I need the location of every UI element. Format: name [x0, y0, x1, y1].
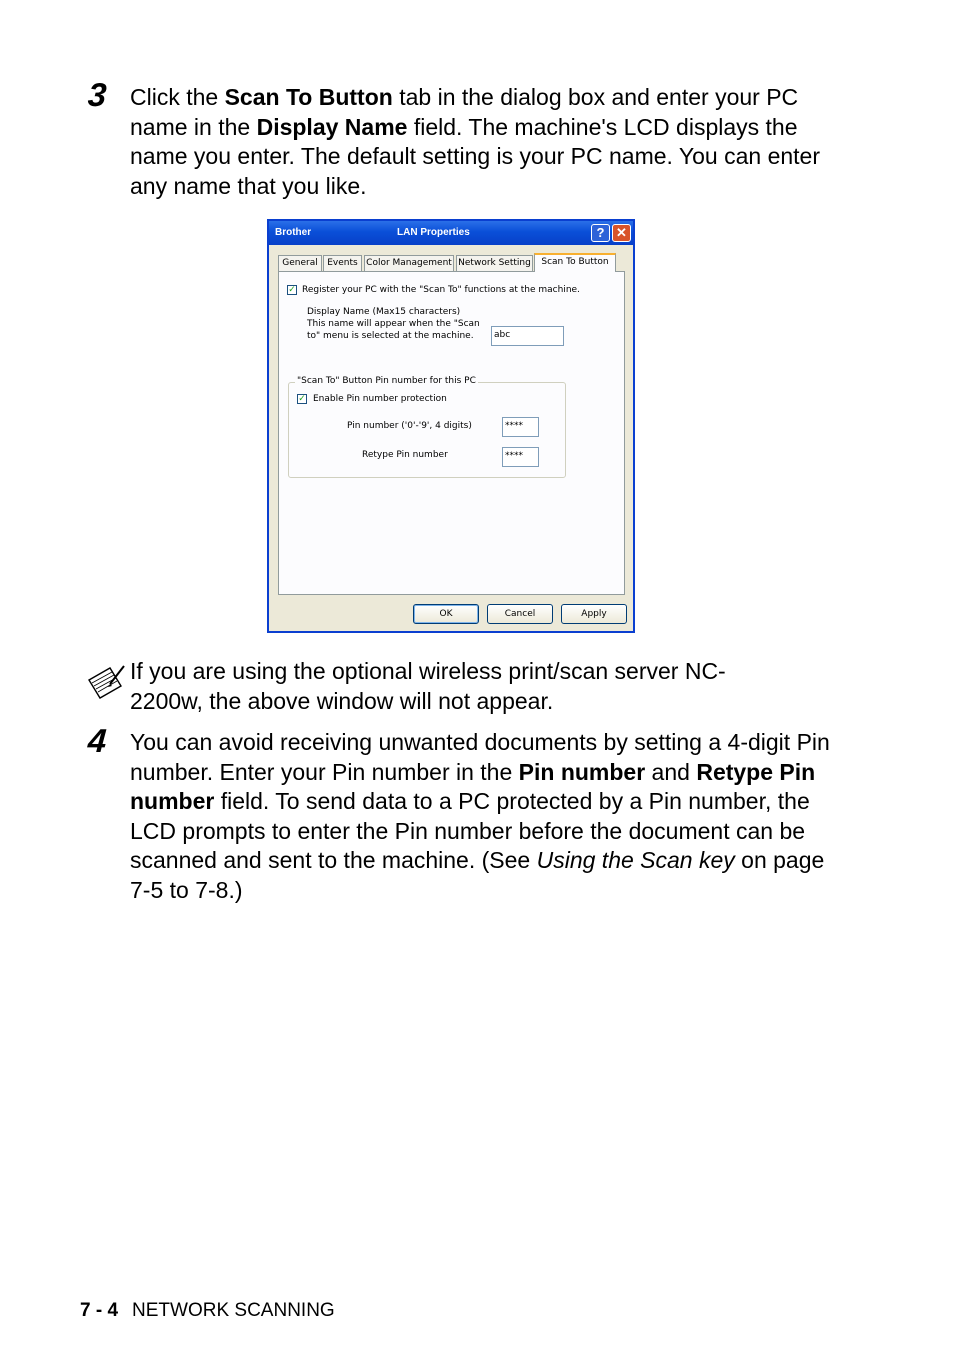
text-run: Click the	[130, 84, 225, 110]
tab-color-management[interactable]: Color Management	[364, 255, 454, 271]
text-run: You can avoid receiving unwanted documents by setting a 4-digit Pin number. Enter your Pin number in the	[130, 729, 830, 785]
page-footer	[80, 1300, 335, 1322]
enable-pin-checkbox[interactable]: ✓	[298, 394, 306, 404]
apply-button[interactable]: Apply	[561, 604, 627, 624]
display-name-label: Display Name (Max15 characters)	[307, 307, 461, 317]
note-icon	[86, 664, 126, 704]
section-title: NETWORK SCANNING	[132, 1300, 335, 1321]
step-number: 3	[86, 76, 108, 113]
bold-term: Display Name	[256, 113, 408, 140]
display-name-help: This name will appear when the "Scan	[307, 319, 480, 329]
step-number: 4	[86, 722, 108, 759]
pin-number-label: Pin number ('0'-'9', 4 digits)	[347, 421, 472, 431]
lan-properties-dialog	[267, 219, 635, 633]
italic-reference: Using the Scan key	[536, 847, 735, 874]
ok-button[interactable]: OK	[413, 604, 479, 624]
dialog-title-brand: Brother	[275, 227, 312, 238]
step-3-text	[130, 83, 830, 201]
tab-events[interactable]: Events	[323, 255, 362, 271]
text-run: field. The machine's LCD displays the name you enter. The default setting is your PC name. You can enter any name that you like.	[130, 113, 821, 199]
step-4-text	[130, 728, 830, 906]
bold-term: Pin number	[518, 758, 646, 785]
display-name-input[interactable]: abc	[491, 326, 564, 346]
dialog-title: LAN Properties	[397, 227, 470, 238]
note-text: If you are using the optional wireless print/scan server NC-2200w, the above window will not appear.	[130, 658, 726, 714]
text-run: on page 7-5 to 7-8.)	[130, 847, 825, 903]
register-checkbox[interactable]: ✓	[288, 285, 296, 295]
register-label: Register your PC with the "Scan To" functions at the machine.	[302, 285, 580, 295]
bold-term: Scan To Button	[224, 84, 393, 110]
retype-pin-input[interactable]: ****	[502, 447, 539, 467]
help-button[interactable]: ?	[591, 224, 610, 242]
text-run: and	[645, 758, 697, 785]
tab-network-setting[interactable]: Network Setting	[456, 255, 533, 271]
scan-to-button-panel	[278, 271, 625, 595]
display-name-help: to" menu is selected at the machine.	[307, 331, 474, 341]
dialog-titlebar	[269, 221, 633, 245]
text-run: tab in the dialog box and enter your PC name in the	[130, 84, 799, 140]
tab-scan-to-button[interactable]: Scan To Button	[534, 253, 616, 272]
tab-general[interactable]: General	[278, 255, 322, 271]
bold-term: Retype Pin number	[130, 758, 816, 815]
enable-pin-label: Enable Pin number protection	[313, 394, 447, 404]
pin-number-input[interactable]: ****	[502, 417, 539, 437]
page-number: 7 - 4	[80, 1300, 119, 1321]
close-button[interactable]: ✕	[612, 224, 631, 242]
text-run: field. To send data to a PC protected by a Pin number, the LCD prompts to enter the Pin number before the document can be scanned and sent to the machine. (See	[130, 788, 810, 874]
retype-pin-label: Retype Pin number	[362, 450, 448, 460]
pin-group-title: "Scan To" Button Pin number for this PC	[297, 376, 476, 386]
cancel-button[interactable]: Cancel	[487, 604, 553, 624]
pin-groupbox	[288, 376, 566, 478]
